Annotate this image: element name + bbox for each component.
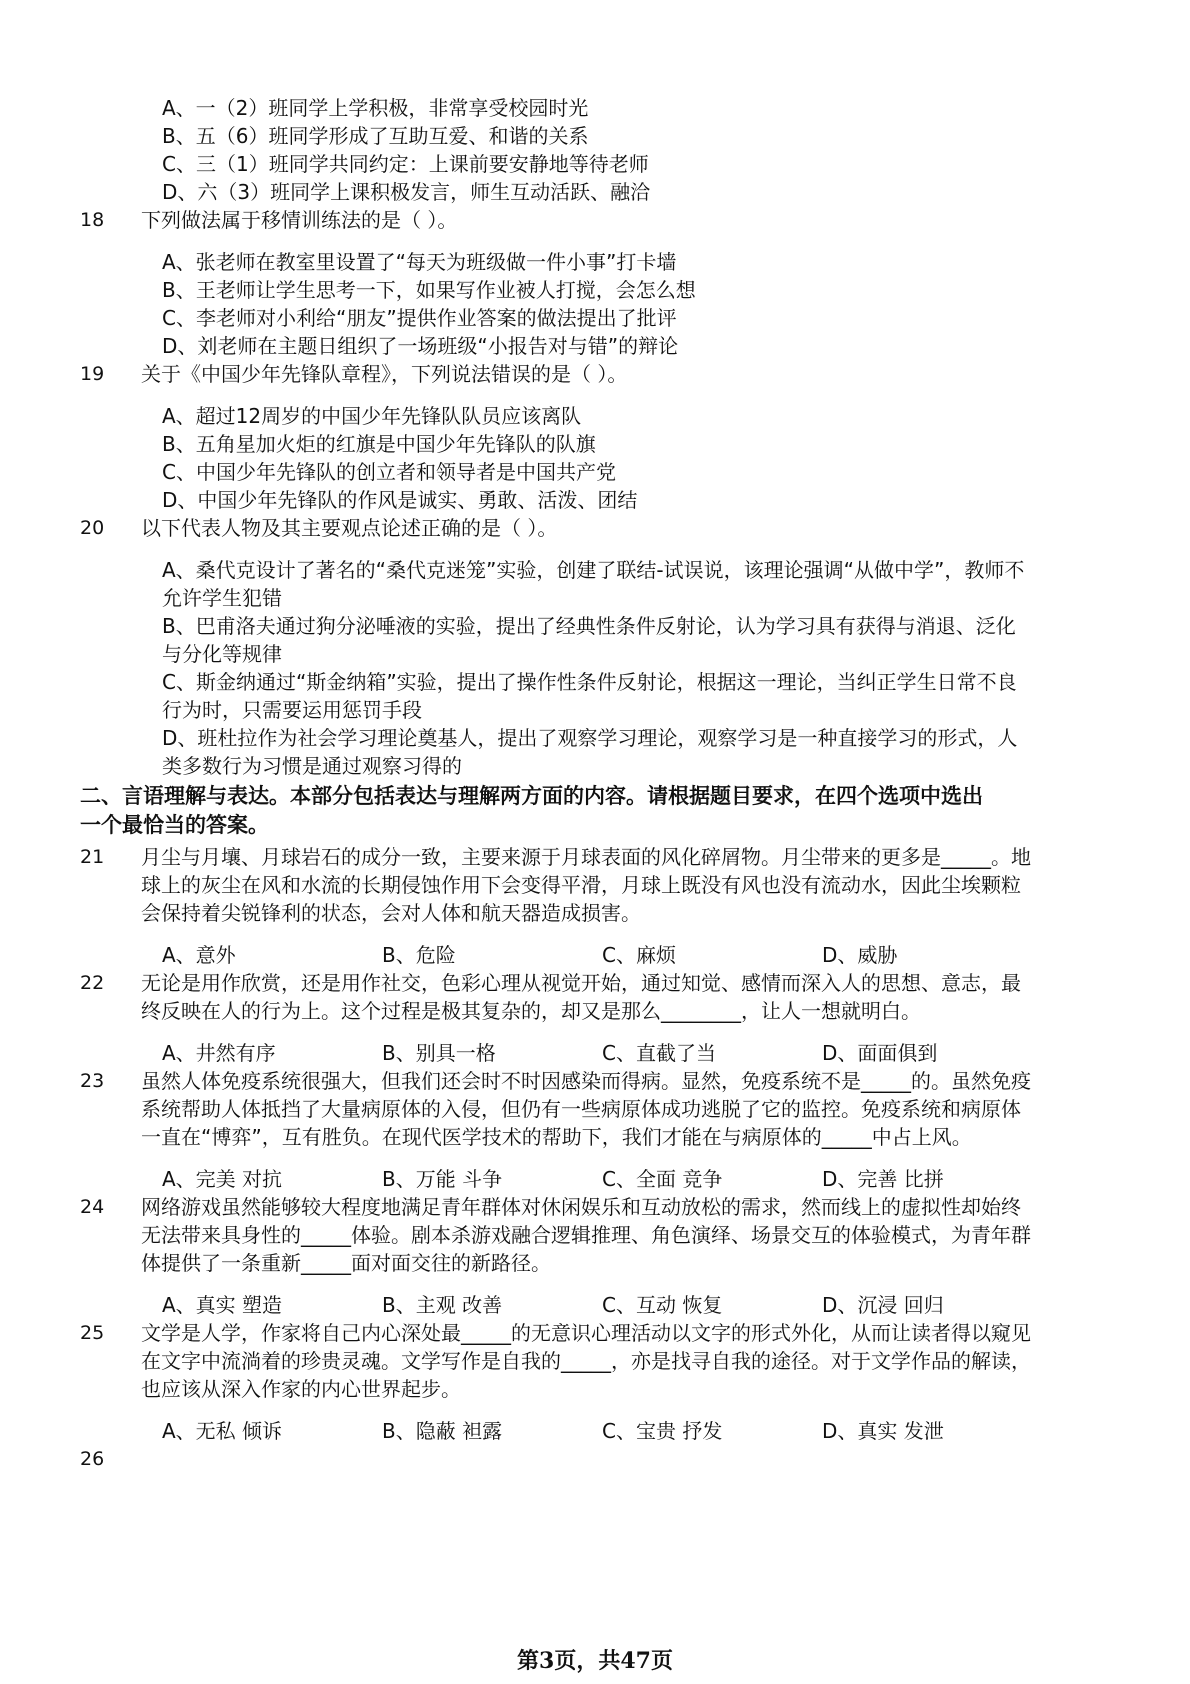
q25-option-d: D、真实 发泄 bbox=[822, 1419, 944, 1443]
q18-number: 18 bbox=[80, 209, 105, 231]
q21-option-a: A、意外 bbox=[162, 943, 236, 967]
q20-option-d: D、班杜拉作为社会学习理论奠基人，提出了观察学习理论，观察学习是一种直接学习的形式，人 bbox=[162, 726, 1018, 750]
page-footer: 第3页，共47页 bbox=[517, 1648, 673, 1674]
q25-number: 25 bbox=[80, 1322, 105, 1344]
q25-option-c: C、宝贵 抒发 bbox=[602, 1419, 723, 1443]
q20-option-a-cont: 允许学生犯错 bbox=[162, 586, 282, 610]
q19-option-d: D、中国少年先锋队的作风是诚实、勇敢、活泼、团结 bbox=[162, 488, 638, 512]
q24-option-c: C、互动 恢复 bbox=[602, 1293, 723, 1317]
q21-stem-line2: 球上的灰尘在风和水流的长期侵蚀作用下会变得平滑，月球上既没有风也没有流动水，因此尘埃颗粒 bbox=[141, 873, 1021, 897]
q25-stem-line2: 在文字中流淌着的珍贵灵魂。文学写作是自我的_____，亦是找寻自我的途径。对于文学作品的解读， bbox=[141, 1349, 1031, 1373]
q23-option-c: C、全面 竞争 bbox=[602, 1167, 723, 1191]
q23-options bbox=[162, 1164, 1062, 1194]
q20-number: 20 bbox=[80, 517, 105, 539]
q20-stem: 以下代表人物及其主要观点论述正确的是（ ）。 bbox=[141, 516, 558, 540]
q22-option-c: C、直截了当 bbox=[602, 1041, 716, 1065]
q18-option-c: C、李老师对小利给“朋友”提供作业答案的做法提出了批评 bbox=[162, 306, 677, 330]
q21-stem-line3: 会保持着尖锐锋利的状态，会对人体和航天器造成损害。 bbox=[141, 901, 641, 925]
q20-option-c-cont: 行为时，只需要运用惩罚手段 bbox=[162, 698, 422, 722]
q23-option-d: D、完善 比拼 bbox=[822, 1167, 944, 1191]
q22-stem-line1: 无论是用作欣赏，还是用作社交，色彩心理从视觉开始，通过知觉、感情而深入人的思想、意志，最 bbox=[141, 971, 1021, 995]
q22-options bbox=[162, 1038, 1062, 1068]
q18-stem: 下列做法属于移情训练法的是（ ）。 bbox=[141, 208, 458, 232]
q22-option-b: B、别具一格 bbox=[382, 1041, 496, 1065]
q21-options bbox=[162, 940, 1062, 970]
q20-option-a: A、桑代克设计了著名的“桑代克迷笼”实验，创建了联结-试误说，该理论强调“从做中学”，教师不 bbox=[162, 558, 1025, 582]
q20-option-b-cont: 与分化等规律 bbox=[162, 642, 282, 666]
q23-stem-line1: 虽然人体免疫系统很强大，但我们还会时不时因感染而得病。显然，免疫系统不是_____的。虽然免疫 bbox=[141, 1069, 1031, 1093]
q24-options bbox=[162, 1290, 1062, 1320]
q18-option-b: B、王老师让学生思考一下，如果写作业被人打搅，会怎么想 bbox=[162, 278, 696, 302]
q25-options bbox=[162, 1416, 1062, 1446]
q25-option-b: B、隐蔽 袒露 bbox=[382, 1419, 503, 1443]
q25-stem-line3: 也应该从深入作家的内心世界起步。 bbox=[141, 1377, 461, 1401]
q19-number: 19 bbox=[80, 363, 105, 385]
q17-option-c: C、三（1）班同学共同约定：上课前要安静地等待老师 bbox=[162, 152, 649, 176]
q21-option-d: D、威胁 bbox=[822, 943, 898, 967]
q24-number: 24 bbox=[80, 1196, 105, 1218]
q20-option-d-cont: 类多数行为习惯是通过观察习得的 bbox=[162, 754, 462, 778]
q25-option-a: A、无私 倾诉 bbox=[162, 1419, 283, 1443]
q24-stem-line1: 网络游戏虽然能够较大程度地满足青年群体对休闲娱乐和互动放松的需求，然而线上的虚拟性却始终 bbox=[141, 1195, 1021, 1219]
q17-option-d: D、六（3）班同学上课积极发言，师生互动活跃、融洽 bbox=[162, 180, 651, 204]
q24-option-b: B、主观 改善 bbox=[382, 1293, 503, 1317]
q22-stem-line2: 终反映在人的行为上。这个过程是极其复杂的，却又是那么________，让人一想就明白。 bbox=[141, 999, 921, 1023]
q23-stem-line2: 系统帮助人体抵挡了大量病原体的入侵，但仍有一些病原体成功逃脱了它的监控。免疫系统和病原体 bbox=[141, 1097, 1021, 1121]
q19-option-a: A、超过12周岁的中国少年先锋队队员应该离队 bbox=[162, 404, 582, 428]
q22-option-a: A、井然有序 bbox=[162, 1041, 276, 1065]
q23-option-a: A、完美 对抗 bbox=[162, 1167, 283, 1191]
q24-option-a: A、真实 塑造 bbox=[162, 1293, 283, 1317]
q23-option-b: B、万能 斗争 bbox=[382, 1167, 503, 1191]
q21-option-b: B、危险 bbox=[382, 943, 456, 967]
q21-number: 21 bbox=[80, 846, 105, 868]
q19-stem: 关于《中国少年先锋队章程》，下列说法错误的是（ ）。 bbox=[141, 362, 628, 386]
q19-option-b: B、五角星加火炬的红旗是中国少年先锋队的队旗 bbox=[162, 432, 596, 456]
q22-option-d: D、面面俱到 bbox=[822, 1041, 938, 1065]
section-heading-line1: 二、言语理解与表达。本部分包括表达与理解两方面的内容。请根据题目要求，在四个选项中选出 bbox=[80, 784, 983, 808]
q25-stem-line1: 文学是人学，作家将自己内心深处最_____的无意识心理活动以文字的形式外化，从而让读者得以窥见 bbox=[141, 1321, 1031, 1345]
q20-option-b: B、巴甫洛夫通过狗分泌唾液的实验，提出了经典性条件反射论，认为学习具有获得与消退、泛化 bbox=[162, 614, 1016, 638]
q23-stem-line3: 一直在“博弈”，互有胜负。在现代医学技术的帮助下，我们才能在与病原体的_____中占上风。 bbox=[141, 1125, 972, 1149]
section-heading-line2: 一个最恰当的答案。 bbox=[80, 813, 269, 837]
q17-option-a: A、一（2）班同学上学积极，非常享受校园时光 bbox=[162, 96, 589, 120]
q21-option-c: C、麻烦 bbox=[602, 943, 676, 967]
q24-stem-line3: 体提供了一条重新_____面对面交往的新路径。 bbox=[141, 1251, 551, 1275]
q20-option-c: C、斯金纳通过“斯金纳箱”实验，提出了操作性条件反射论，根据这一理论，当纠正学生日常不良 bbox=[162, 670, 1017, 694]
q24-option-d: D、沉浸 回归 bbox=[822, 1293, 944, 1317]
q18-option-a: A、张老师在教室里设置了“每天为班级做一件小事”打卡墙 bbox=[162, 250, 677, 274]
q19-option-c: C、中国少年先锋队的创立者和领导者是中国共产党 bbox=[162, 460, 616, 484]
q24-stem-line2: 无法带来具身性的_____体验。剧本杀游戏融合逻辑推理、角色演绎、场景交互的体验模式，为青年群 bbox=[141, 1223, 1031, 1247]
q26-number: 26 bbox=[80, 1448, 105, 1470]
q17-option-b: B、五（6）班同学形成了互助互爱、和谐的关系 bbox=[162, 124, 589, 148]
q18-option-d: D、刘老师在主题日组织了一场班级“小报告对与错”的辩论 bbox=[162, 334, 679, 358]
q21-stem-line1: 月尘与月壤、月球岩石的成分一致，主要来源于月球表面的风化碎屑物。月尘带来的更多是_____。地 bbox=[141, 845, 1031, 869]
q22-number: 22 bbox=[80, 972, 105, 994]
q23-number: 23 bbox=[80, 1070, 105, 1092]
